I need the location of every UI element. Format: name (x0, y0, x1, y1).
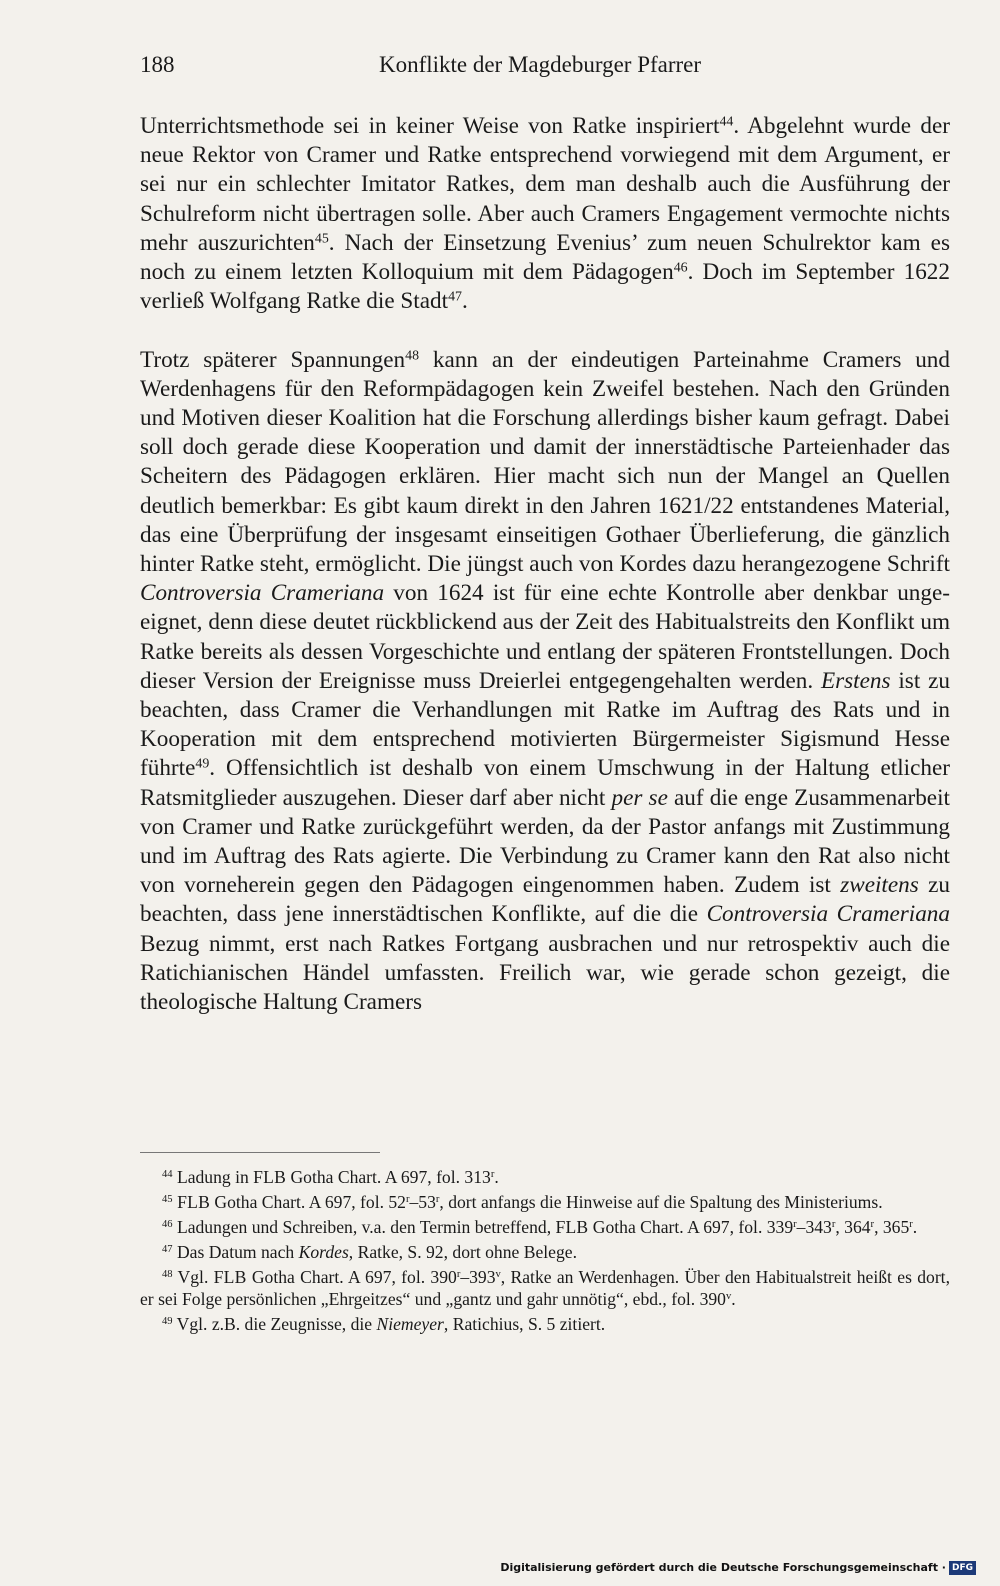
text-run: , Ratke, S. 92, dort ohne Belege. (348, 1242, 577, 1262)
archive-abbrev: FLB (253, 1167, 287, 1187)
text-run: Ladung in (172, 1167, 254, 1187)
footnote-ref-46: 46 (673, 260, 688, 276)
text-run: –53 (409, 1192, 436, 1212)
text-run: Das Datum nach (172, 1242, 299, 1262)
footnote-divider (140, 1152, 380, 1153)
footnote-ref-47: 47 (448, 289, 462, 305)
page-header (140, 52, 940, 86)
text-run: . Abgelehnt wurde der neue Rektor von Cramer und Ratke entsprechend vorwiegend mit dem Argument, er sei nur ein schlechter Imitator Ratkes, dem man deshalb auch die Ausführung der Schulreform nicht übertragen solle. Aber auch Cramers Engagement vermochte nichts mehr auszurichten (140, 113, 950, 256)
text-run: Gotha Chart. A 697, fol. 339 (588, 1217, 794, 1237)
text-run: , dort anfangs die Hinweise auf die Spaltung des Ministeriums. (439, 1192, 883, 1212)
footnote-ref-48: 48 (405, 347, 420, 363)
body-text (140, 112, 950, 1017)
folio-side: r (870, 1219, 875, 1231)
italic-title: Controversia Crameriana (140, 580, 385, 607)
dfg-logo-icon: DFG (949, 1561, 976, 1575)
text-run: . (462, 288, 468, 315)
paragraph-1 (140, 112, 950, 316)
footnote-44 (140, 1166, 950, 1188)
footnote-47 (140, 1241, 950, 1263)
folio-side: r (831, 1219, 836, 1231)
text-run: Trotz späterer Spannungen (140, 346, 406, 373)
text-run: . Nach der Einsetzung Evenius’ zum neuen Schulrektor kam es noch zu einem letzten Kolloquium mit dem Pädagogen (140, 229, 950, 286)
archive-abbrev: FLB (172, 1192, 211, 1212)
text-run: Vgl. z.B. die Zeugnisse, die (172, 1314, 377, 1334)
author-name: Niemeyer (376, 1314, 444, 1334)
footnote-ref-44: 44 (719, 114, 734, 130)
folio-side: r (793, 1219, 797, 1231)
footnote-45 (140, 1191, 950, 1213)
archive-abbrev: FLB (555, 1217, 589, 1237)
text-run: auf die enge Zusammenarbeit von Cramer und Ratke zurückgeführt werden, da der Pastor anfangs mit Zustimmung und im Auftrag des Rats agierte. Die Verbindung zu Cramer kann den Rat also nicht von vorneherein gegen den Pädagogen eingenommen haben. Zudem ist (140, 784, 950, 899)
folio-side: v (725, 1291, 732, 1303)
folio-side: r (909, 1219, 913, 1231)
footnote-number: 48 (162, 1269, 173, 1281)
footnotes (140, 1166, 950, 1338)
footnote-49 (140, 1313, 950, 1335)
footnote-number: 45 (162, 1194, 173, 1206)
folio-side: r (405, 1194, 410, 1206)
text-run: von 1624 ist für eine echte Kontrolle aber denkbar ungeeignet, denn diese deutet rückblickend aus der Zeit des Habitualstreits den Konflikt um Ratke bereits als dessen Vorgeschichte und entlang der späteren Frontstellungen. Doch dieser Version der Ereignisse muss Dreierlei entgegengehalten werden. (140, 580, 950, 694)
footnote-number: 46 (162, 1219, 173, 1231)
footnote-ref-49: 49 (195, 756, 210, 772)
footnote-number: 47 (162, 1244, 173, 1256)
text-run: Gotha Chart. A 697, fol. 52 (210, 1192, 406, 1212)
paragraph-2 (140, 346, 950, 1018)
text-run: Gotha Chart. A 697, fol. 390 (246, 1267, 457, 1287)
text-run: . (494, 1167, 499, 1187)
italic-emphasis: zweitens (840, 872, 919, 899)
footnote-ref-45: 45 (314, 231, 329, 247)
text-run: . (912, 1217, 918, 1237)
text-run: –393 (460, 1267, 496, 1287)
page-number: 188 (140, 52, 175, 77)
folio-side: r (490, 1169, 495, 1181)
author-name: Kordes (298, 1242, 349, 1262)
text-run: , Ratichius, S. 5 zitiert. (443, 1314, 606, 1334)
text-run: . (731, 1289, 736, 1309)
archive-abbrev: FLB (213, 1267, 247, 1287)
text-run: ist zu beachten, dass Cramer die Verhandlungen mit Ratke im Auftrag des Rats und in Kooperation mit dem entsprechend motivierten Bürgermeister Sigismund Hesse führte (140, 667, 950, 782)
footnote-46 (140, 1216, 950, 1238)
text-run: , 365 (874, 1217, 910, 1237)
footnote-48 (140, 1266, 950, 1310)
italic-emphasis: per se (611, 784, 668, 811)
footnote-number: 49 (162, 1316, 173, 1328)
text-run: , 364 (835, 1217, 871, 1237)
text-run: Vgl. (172, 1267, 214, 1287)
text-run: Ladungen und Schreiben, v.a. den Termin betreffend, (172, 1217, 556, 1237)
text-run: , Ratke an Werdenhagen. Über den Habitualstreit heißt es dort, er sei Folge persönlichen „Ehrgeitzes“ und „gantz und gahr unnötig“, ebd., fol. 390 (140, 1267, 950, 1309)
text-run: kann an der eindeutigen Parteinahme Cramers und Werdenhagens für den Reformpädagogen kein Zweifel bestehen. Nach den Gründen und Motiven dieser Koalition hat die Forschung allerdings bisher kaum gefragt. Dabei soll doch gerade diese Kooperation und damit der innerstädtische Parteienhader das Scheitern des Pädagogen erklären. Hier macht sich nun der Mangel an Quellen deutlich bemerkbar: Es gibt kaum direkt in den Jahren 1621/22 entstandenes Material, das eine Überprüfung der insgesamt einseitigen Gothaer Überlieferung, die gänzlich hinter Ratke steht, ermöglicht. Die jüngst auch von Kordes dazu herangezogene Schrift (140, 346, 950, 578)
running-title: Konflikte der Magdeburger Pfarrer (378, 52, 702, 77)
credit-text: Digitalisierung gefördert durch die Deutsche Forschungsgemeinschaft · (500, 1561, 946, 1574)
text-run: Unterrichtsmethode sei in keiner Weise von Ratke inspiriert (140, 113, 720, 139)
text-run: Gotha Chart. A 697, fol. 313 (286, 1167, 491, 1187)
italic-emphasis: Erstens (820, 667, 891, 694)
text-run: –343 (796, 1217, 832, 1237)
text-run: zu beachten, dass jene innerstädtischen Konflikte, auf die die (140, 872, 950, 928)
italic-title: Controversia Crameriana (706, 901, 950, 928)
text-run: . Doch im September 1622 verließ Wolfgang Ratke die Stadt (140, 259, 950, 315)
folio-side: v (495, 1269, 501, 1281)
folio-side: r (435, 1194, 440, 1206)
digitization-credit (500, 1558, 976, 1578)
footnote-number: 44 (162, 1169, 173, 1181)
folio-side: r (456, 1269, 461, 1281)
text-run: . Offensichtlich ist deshalb von einem Umschwung in der Haltung etlicher Ratsmitglieder auszugehen. Dieser darf aber nicht (140, 755, 950, 811)
text-run: Bezug nimmt, erst nach Ratkes Fortgang ausbrachen und nur retrospektiv auch die Ratichianischen Händel umfassten. Freilich war, wie gerade schon gezeigt, die theologische Haltung Cramers (140, 930, 950, 1016)
